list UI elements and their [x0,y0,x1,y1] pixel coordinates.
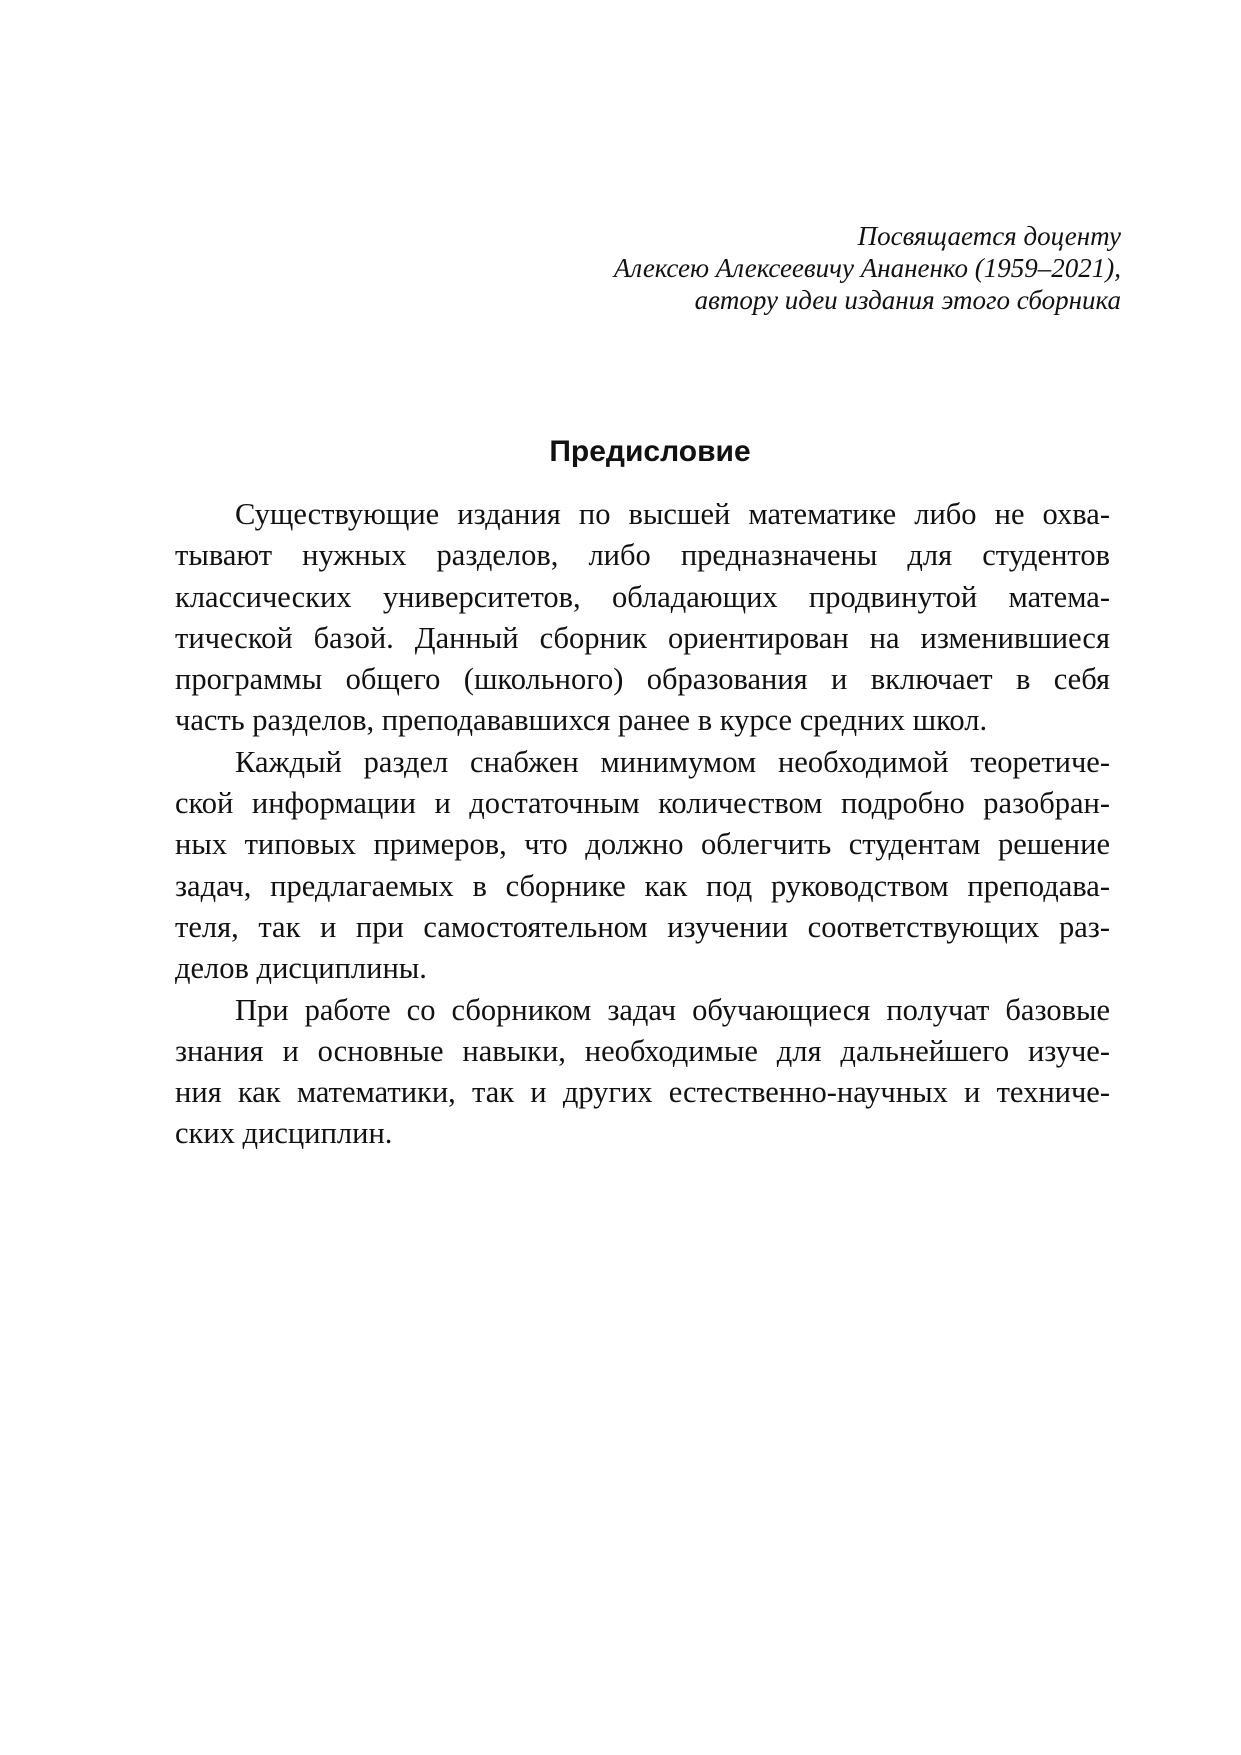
text-line: тывают нужных разделов, либо предназначены для студентов [175,538,1110,573]
text-line: знания и основные навыки, необходимые для дальнейшего изуче- [175,1033,1110,1068]
dedication-epigraph [361,220,1121,316]
paragraph-2 [175,742,1110,990]
text-line: При работе со сборником задач обучающиеся получат базовые [235,992,1110,1027]
dedication-line: Алексею Алексеевичу Ананенко (1959–2021), [613,253,1121,283]
text-line: программы общего (школьного) образования и включает в себя [175,662,1110,697]
text-line: ных типовых примеров, что должно облегчить студентам решение [175,827,1110,862]
dedication-line: Посвящается доценту [857,221,1121,251]
text-line: тической базой. Данный сборник ориентирован на изменившиеся [175,620,1110,655]
paragraph-3 [175,990,1110,1155]
text-line: делов дисциплины. [175,951,427,986]
dedication-line: автору идеи издания этого сборника [694,285,1121,315]
text-line: классических университетов, обладающих продвинутой матема- [175,579,1110,614]
text-line: Существующие издания по высшей математике либо не охва- [235,497,1110,531]
section-heading: Предисловие [549,435,751,468]
text-line: часть разделов, преподававшихся ранее в курсе средних школ. [175,703,988,738]
preface-body [175,494,1110,1155]
paragraph-1 [175,494,1110,742]
text-line: ской информации и достаточным количеством подробно разобран- [175,786,1110,821]
text-line: теля, так и при самостоятельном изучении соответствующих раз- [175,909,1110,944]
text-line: ния как математики, так и других естественно-научных и техниче- [175,1075,1110,1110]
text-line: задач, предлагаемых в сборнике как под руководством преподава- [175,868,1110,903]
text-line: ских дисциплин. [175,1116,393,1151]
text-line: Каждый раздел снабжен минимумом необходимой теоретиче- [235,744,1110,779]
